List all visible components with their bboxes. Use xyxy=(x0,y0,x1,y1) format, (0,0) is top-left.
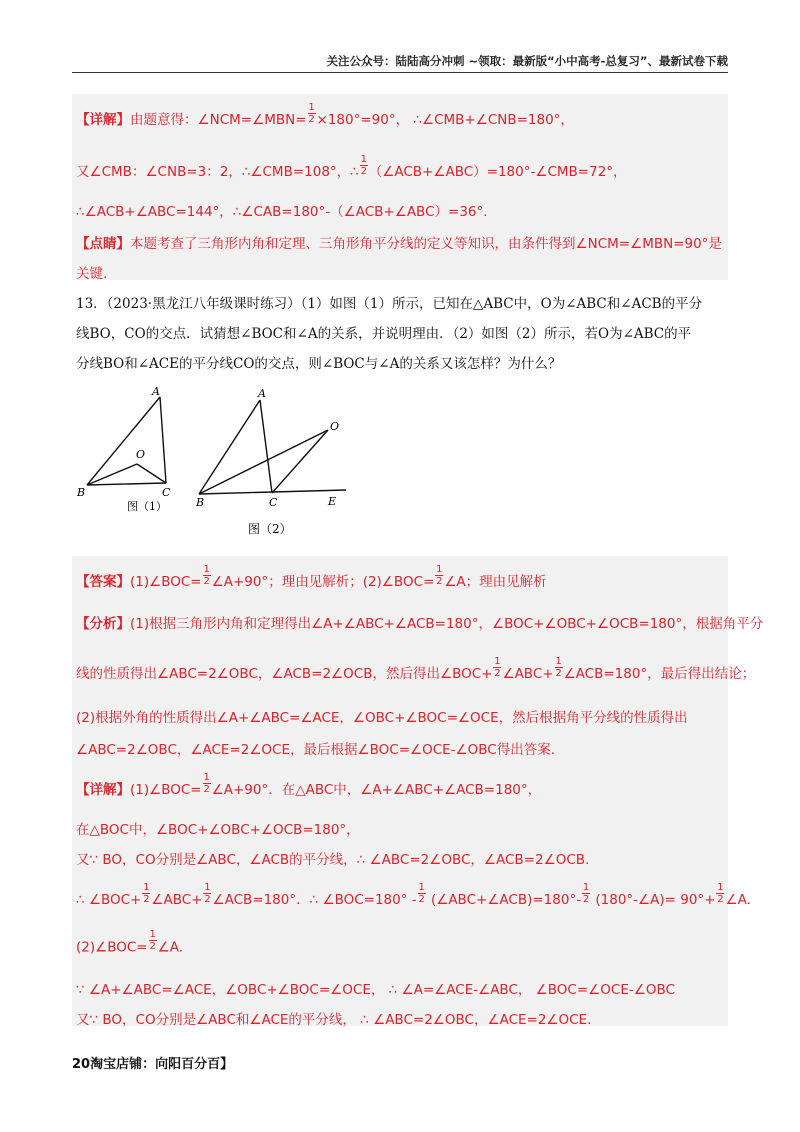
text: 又∠CMB：∠CNB=3：2，∴∠CMB=108°，∴ xyxy=(76,164,359,180)
fraction-half: $\frac{1}{2}$ xyxy=(360,153,367,177)
fraction-half: $\frac{1}{2}$ xyxy=(143,881,150,905)
text: ∠ACB=180°，最后得出结论； xyxy=(563,666,756,682)
analysis-line-2 xyxy=(76,655,756,686)
text: (∠ABC+∠ACB)=180°- xyxy=(426,892,582,908)
fig1-label-c: C xyxy=(162,486,171,499)
header-rule xyxy=(72,72,728,73)
detail2-line-3: 又∵ BO，CO分别是∠ABC，∠ACB的平分线，∴ ∠ABC=2∠OBC，∠ACB=2∠OCB. xyxy=(76,852,590,868)
fraction-half: $\frac{1}{2}$ xyxy=(203,563,210,587)
fig2-label-a: A xyxy=(258,387,266,400)
fraction-half: $\frac{1}{2}$ xyxy=(436,563,443,587)
fraction-half: $\frac{1}{2}$ xyxy=(203,771,210,795)
problem-line-3: 分线BO和∠ACE的平分线CO的交点，则∠BOC与∠A的关系又该怎样？为什么？ xyxy=(76,356,562,372)
fig1-label-o: O xyxy=(136,448,146,461)
answer-tag: 【答案】 xyxy=(76,574,130,590)
fraction-half: $\frac{1}{2}$ xyxy=(149,929,156,952)
fraction-half: $\frac{1}{2}$ xyxy=(717,881,724,905)
figure-2 xyxy=(199,400,346,494)
fig2-label-b: B xyxy=(196,496,205,509)
fig2-label-c: C xyxy=(269,496,278,509)
fig2-label-e: E xyxy=(328,495,337,508)
fig1-caption: 图（1） xyxy=(127,500,167,513)
fraction-half: $\frac{1}{2}$ xyxy=(418,881,425,905)
text: （∠ACB+∠ABC）=180°-∠CMB=72°， xyxy=(368,164,627,180)
text: (1)∠BOC= xyxy=(130,782,202,798)
detail-tag: 【详解】 xyxy=(76,782,130,798)
text: ∠ACB=180°．∴ ∠BOC=180° - xyxy=(212,892,417,908)
detail2-line-5 xyxy=(76,929,184,959)
detail2-line-1 xyxy=(76,771,542,802)
detail2-line-2: 在△BOC中，∠BOC+∠OBC+∠OCB=180°， xyxy=(76,822,360,838)
geometry-figures xyxy=(72,383,372,543)
text: (2)∠BOC= xyxy=(76,939,148,956)
page-number: 20 xyxy=(72,1057,91,1072)
analysis-line-4: ∠ABC=2∠OBC，∠ACE=2∠OCE，最后根据∠BOC=∠OCE-∠OBC得出答案. xyxy=(76,742,556,758)
header-text: 关注公众号：陆陆高分冲刺 ~领取：最新版“小中高考-总复习”、最新试卷下载 xyxy=(326,54,728,68)
fraction-half: $\frac{1}{2}$ xyxy=(494,655,501,679)
text: ∠A. xyxy=(725,892,751,908)
text: 由题意得：∠NCM=∠MBN= xyxy=(130,112,307,128)
detail-line-3: ∴∠ACB+∠ABC=144°，∴∠CAB=180°-（∠ACB+∠ABC）=36°. xyxy=(76,204,488,220)
text: ∠A+90°．在△ABC中，∠A+∠ABC+∠ACB=180°， xyxy=(211,782,542,798)
problem-line-1: 13．（2023·黑龙江八年级课时练习）（1）如图（1）所示，已知在△ABC中，O为∠ABC和∠ACB的平分 xyxy=(76,296,703,312)
fig2-caption: 图（2） xyxy=(248,522,292,536)
text: 线的性质得出∠ABC=2∠OBC，∠ACB=2∠OCB，然后得出∠BOC+ xyxy=(76,666,493,682)
figure-1 xyxy=(87,397,166,485)
text: ∠ABC+ xyxy=(151,892,203,908)
remark-line-2: 关键. xyxy=(76,266,108,282)
shop-name: 淘宝店铺：向阳百分百】 xyxy=(90,1057,234,1072)
analysis-line-1 xyxy=(76,612,763,632)
fraction-half: $\frac{1}{2}$ xyxy=(204,881,211,905)
fig1-label-b: B xyxy=(77,486,86,499)
fraction-half: $\frac{1}{2}$ xyxy=(582,881,590,905)
remark-tag: 【点睛】 xyxy=(76,236,130,252)
detail2-line-7: 又∵ BO，CO分别是∠ABC和∠ACE的平分线， ∴ ∠ABC=2∠OBC，∠ACE=2∠OCE. xyxy=(76,1012,592,1028)
text: ∠ABC+ xyxy=(502,666,554,682)
fraction-half: $\frac{1}{2}$ xyxy=(555,655,562,679)
text: ∠A+90°；理由见解析；(2)∠BOC= xyxy=(211,574,435,590)
fig2-label-o: O xyxy=(330,420,340,433)
page-footer xyxy=(72,1053,233,1072)
analysis-line-3: (2)根据外角的性质得出∠A+∠ABC=∠ACE，∠OBC+∠BOC=∠OCE，然后根据角平分线的性质得出 xyxy=(76,710,688,726)
text: ∴ ∠BOC+ xyxy=(76,892,142,908)
text: (1)根据三角形内角和定理得出∠A+∠ABC+∠ACB=180°，∠BOC+∠OBC+∠OCB=180°，根据角平分 xyxy=(130,616,764,632)
text: (1)∠BOC= xyxy=(130,574,202,590)
text: (180°-∠A)= 90°+ xyxy=(591,892,716,908)
detail-line-1 xyxy=(76,101,574,132)
problem-line-2: 线BO，CO的交点．试猜想∠BOC和∠A的关系，并说明理由．（2）如图（2）所示，若O为∠ABC的平 xyxy=(76,326,692,342)
detail-line-2 xyxy=(76,153,627,184)
text: 本题考查了三角形内角和定理、三角形角平分线的定义等知识，由条件得到∠NCM=∠MBN=90°是 xyxy=(130,236,722,252)
answer-line xyxy=(76,563,547,594)
fraction-half: $\frac{1}{2}$ xyxy=(308,101,315,125)
detail2-line-6: ∵ ∠A+∠ABC=∠ACE，∠OBC+∠BOC=∠OCE， ∴ ∠A=∠ACE-∠ABC， ∠BOC=∠OCE-∠OBC xyxy=(76,982,675,998)
detail-tag: 【详解】 xyxy=(76,112,130,128)
analysis-tag: 【分析】 xyxy=(76,616,130,632)
text: ∠A；理由见解析 xyxy=(444,574,547,590)
text: ∠A. xyxy=(157,939,184,956)
fig1-label-a: A xyxy=(152,385,160,398)
remark-line-1 xyxy=(76,232,722,252)
text: ×180°=90°， ∴∠CMB+∠CNB=180°， xyxy=(316,112,574,128)
detail2-line-4 xyxy=(76,881,751,912)
